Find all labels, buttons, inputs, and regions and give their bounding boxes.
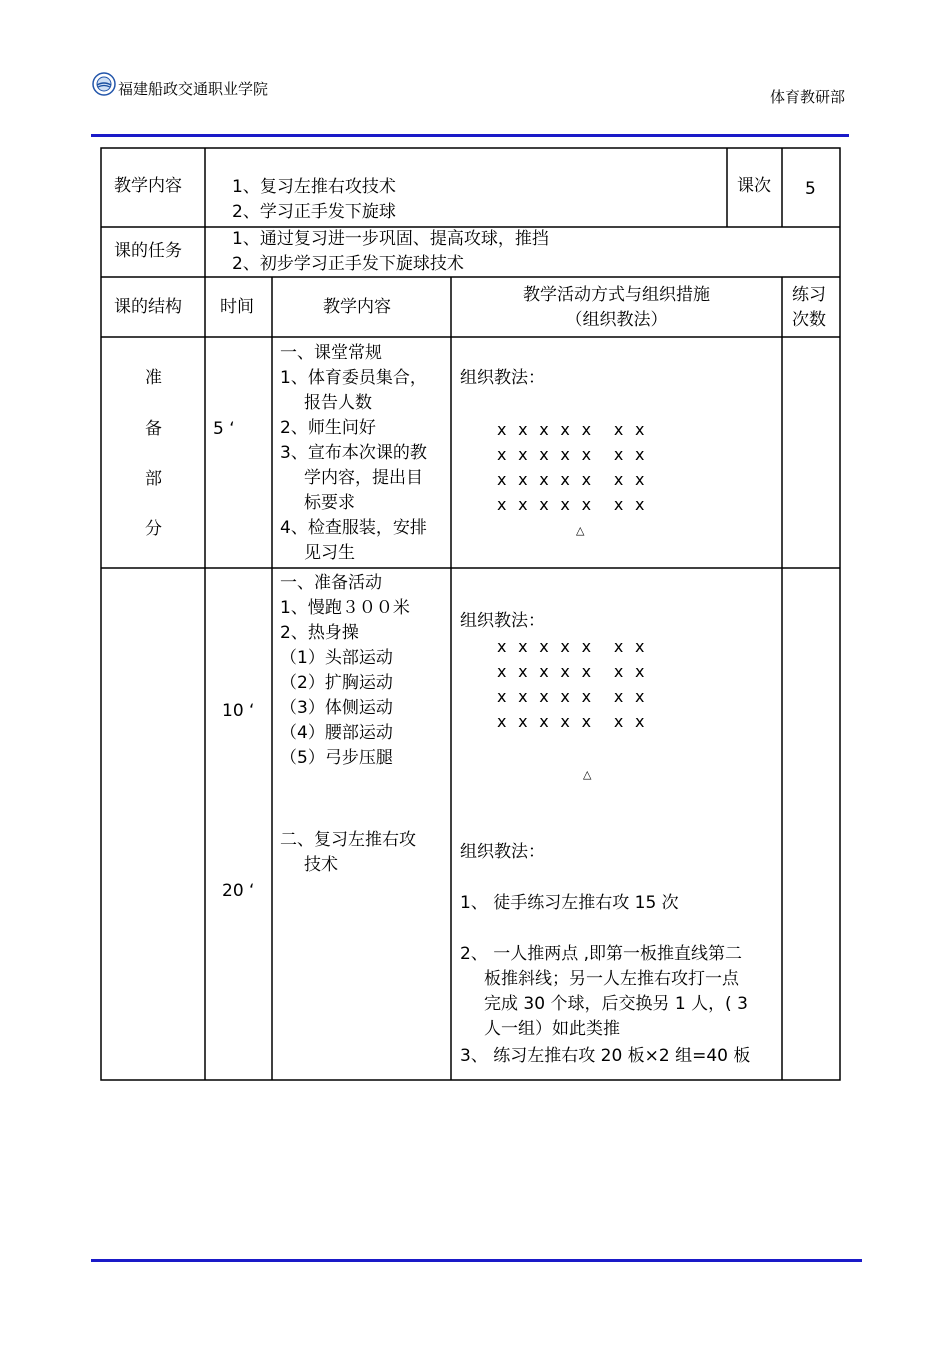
prep-content-line: 报告人数 [304, 393, 372, 413]
section-char: 分 [145, 519, 162, 539]
warmup-content [280, 571, 410, 771]
warmup-content-line: （1）头部运动 [280, 648, 393, 668]
teaching-content-item: 1、复习左推右攻技术 [232, 177, 396, 197]
warmup-formation [497, 634, 645, 734]
section-char: 部 [145, 469, 162, 489]
footer-rule [91, 1259, 862, 1262]
formation-row: x x x x x x x [497, 637, 645, 656]
warmup-time: 10 ‘ [222, 701, 255, 721]
prep-time: 5 ‘ [213, 419, 235, 439]
warmup-method-title: 组织教法： [460, 611, 545, 631]
warmup-content-line: （2）扩胸运动 [280, 673, 393, 693]
review-step-2-line: 人一组）如此类推 [484, 1019, 620, 1039]
formation-row: x x x x x x x [497, 445, 645, 464]
lesson-number-value: 5 [805, 179, 816, 199]
teaching-content-item: 2、学习正手发下旋球 [232, 202, 396, 222]
formation-row: x x x x x x x [497, 712, 645, 731]
lesson-task-item: 2、初步学习正手发下旋球技术 [232, 254, 464, 274]
prep-content-line: 见习生 [304, 543, 355, 563]
department-name: 体育教研部 [769, 88, 845, 106]
reps-header-line: 次数 [792, 310, 826, 330]
prep-content-line: 学内容，提出目 [304, 468, 423, 488]
review-step-2-line: 2、 一人推两点 ,即第一板推直线第二 [460, 944, 743, 964]
lesson-task-item: 1、通过复习进一步巩固、提高攻球，推挡 [232, 229, 549, 249]
prep-content [280, 341, 427, 566]
warmup-content-line: （4）腰部运动 [280, 723, 393, 743]
method-header [451, 283, 782, 333]
review-step-3: 3、 练习左推右攻 20 板×2 组=40 板 [460, 1046, 751, 1066]
prep-content-line: 3、宣布本次课的教 [280, 443, 427, 463]
school-name: 福建船政交通职业学院 [118, 79, 269, 98]
lesson-task [232, 227, 549, 277]
review-method-title: 组织教法： [460, 842, 545, 862]
prep-method-title: 组织教法： [460, 368, 545, 388]
formation-row: x x x x x x x [497, 470, 645, 489]
method-header-line: 教学活动方式与组织措施 [523, 285, 710, 305]
structure-header: 课的结构 [114, 297, 182, 317]
lesson-number-label: 课次 [737, 176, 771, 196]
prep-content-line: 4、检查服装，安排 [280, 518, 427, 538]
reps-header-line: 练习 [792, 285, 826, 305]
review-step-2-line: 板推斜线；另一人左推右攻打一点 [484, 969, 739, 989]
prep-content-line: 2、师生问好 [280, 418, 376, 438]
warmup-content-line: 1、慢跑３００米 [280, 598, 410, 618]
formation-row: x x x x x x x [497, 420, 645, 439]
formation-row: x x x x x x x [497, 687, 645, 706]
teaching-content-label: 教学内容 [114, 176, 182, 196]
review-step-2 [460, 942, 748, 1042]
section-char: 备 [145, 419, 162, 439]
warmup-content-line: （5）弓步压腿 [280, 748, 393, 768]
time-header: 时间 [220, 297, 254, 317]
warmup-content-line: 2、热身操 [280, 623, 359, 643]
review-step-1: 1、 徒手练习左推右攻 15 次 [460, 893, 679, 913]
section-char: 准 [145, 368, 162, 388]
teacher-marker: △ [583, 768, 592, 781]
warmup-content-line: （3）体侧运动 [280, 698, 393, 718]
formation-row: x x x x x x x [497, 495, 645, 514]
prep-content-line: 一、课堂常规 [280, 343, 382, 363]
review-content-line: 二、复习左推右攻 [280, 830, 416, 850]
content-header: 教学内容 [323, 297, 391, 317]
reps-header [792, 283, 826, 333]
formation-row: x x x x x x x [497, 662, 645, 681]
prep-content-line: 1、体育委员集合， [280, 368, 427, 388]
teaching-content [232, 175, 396, 225]
method-header-line: （组织教法） [565, 310, 668, 330]
review-content [280, 828, 416, 878]
review-content-line: 技术 [304, 855, 338, 875]
teacher-marker: △ [576, 524, 585, 537]
warmup-content-line: 一、准备活动 [280, 573, 382, 593]
prep-content-line: 标要求 [304, 493, 355, 513]
review-time: 20 ‘ [222, 881, 255, 901]
prep-formation [497, 417, 645, 517]
lesson-task-label: 课的任务 [114, 241, 182, 261]
review-step-2-line: 完成 30 个球，后交换另 1 人，( 3 [484, 994, 748, 1014]
